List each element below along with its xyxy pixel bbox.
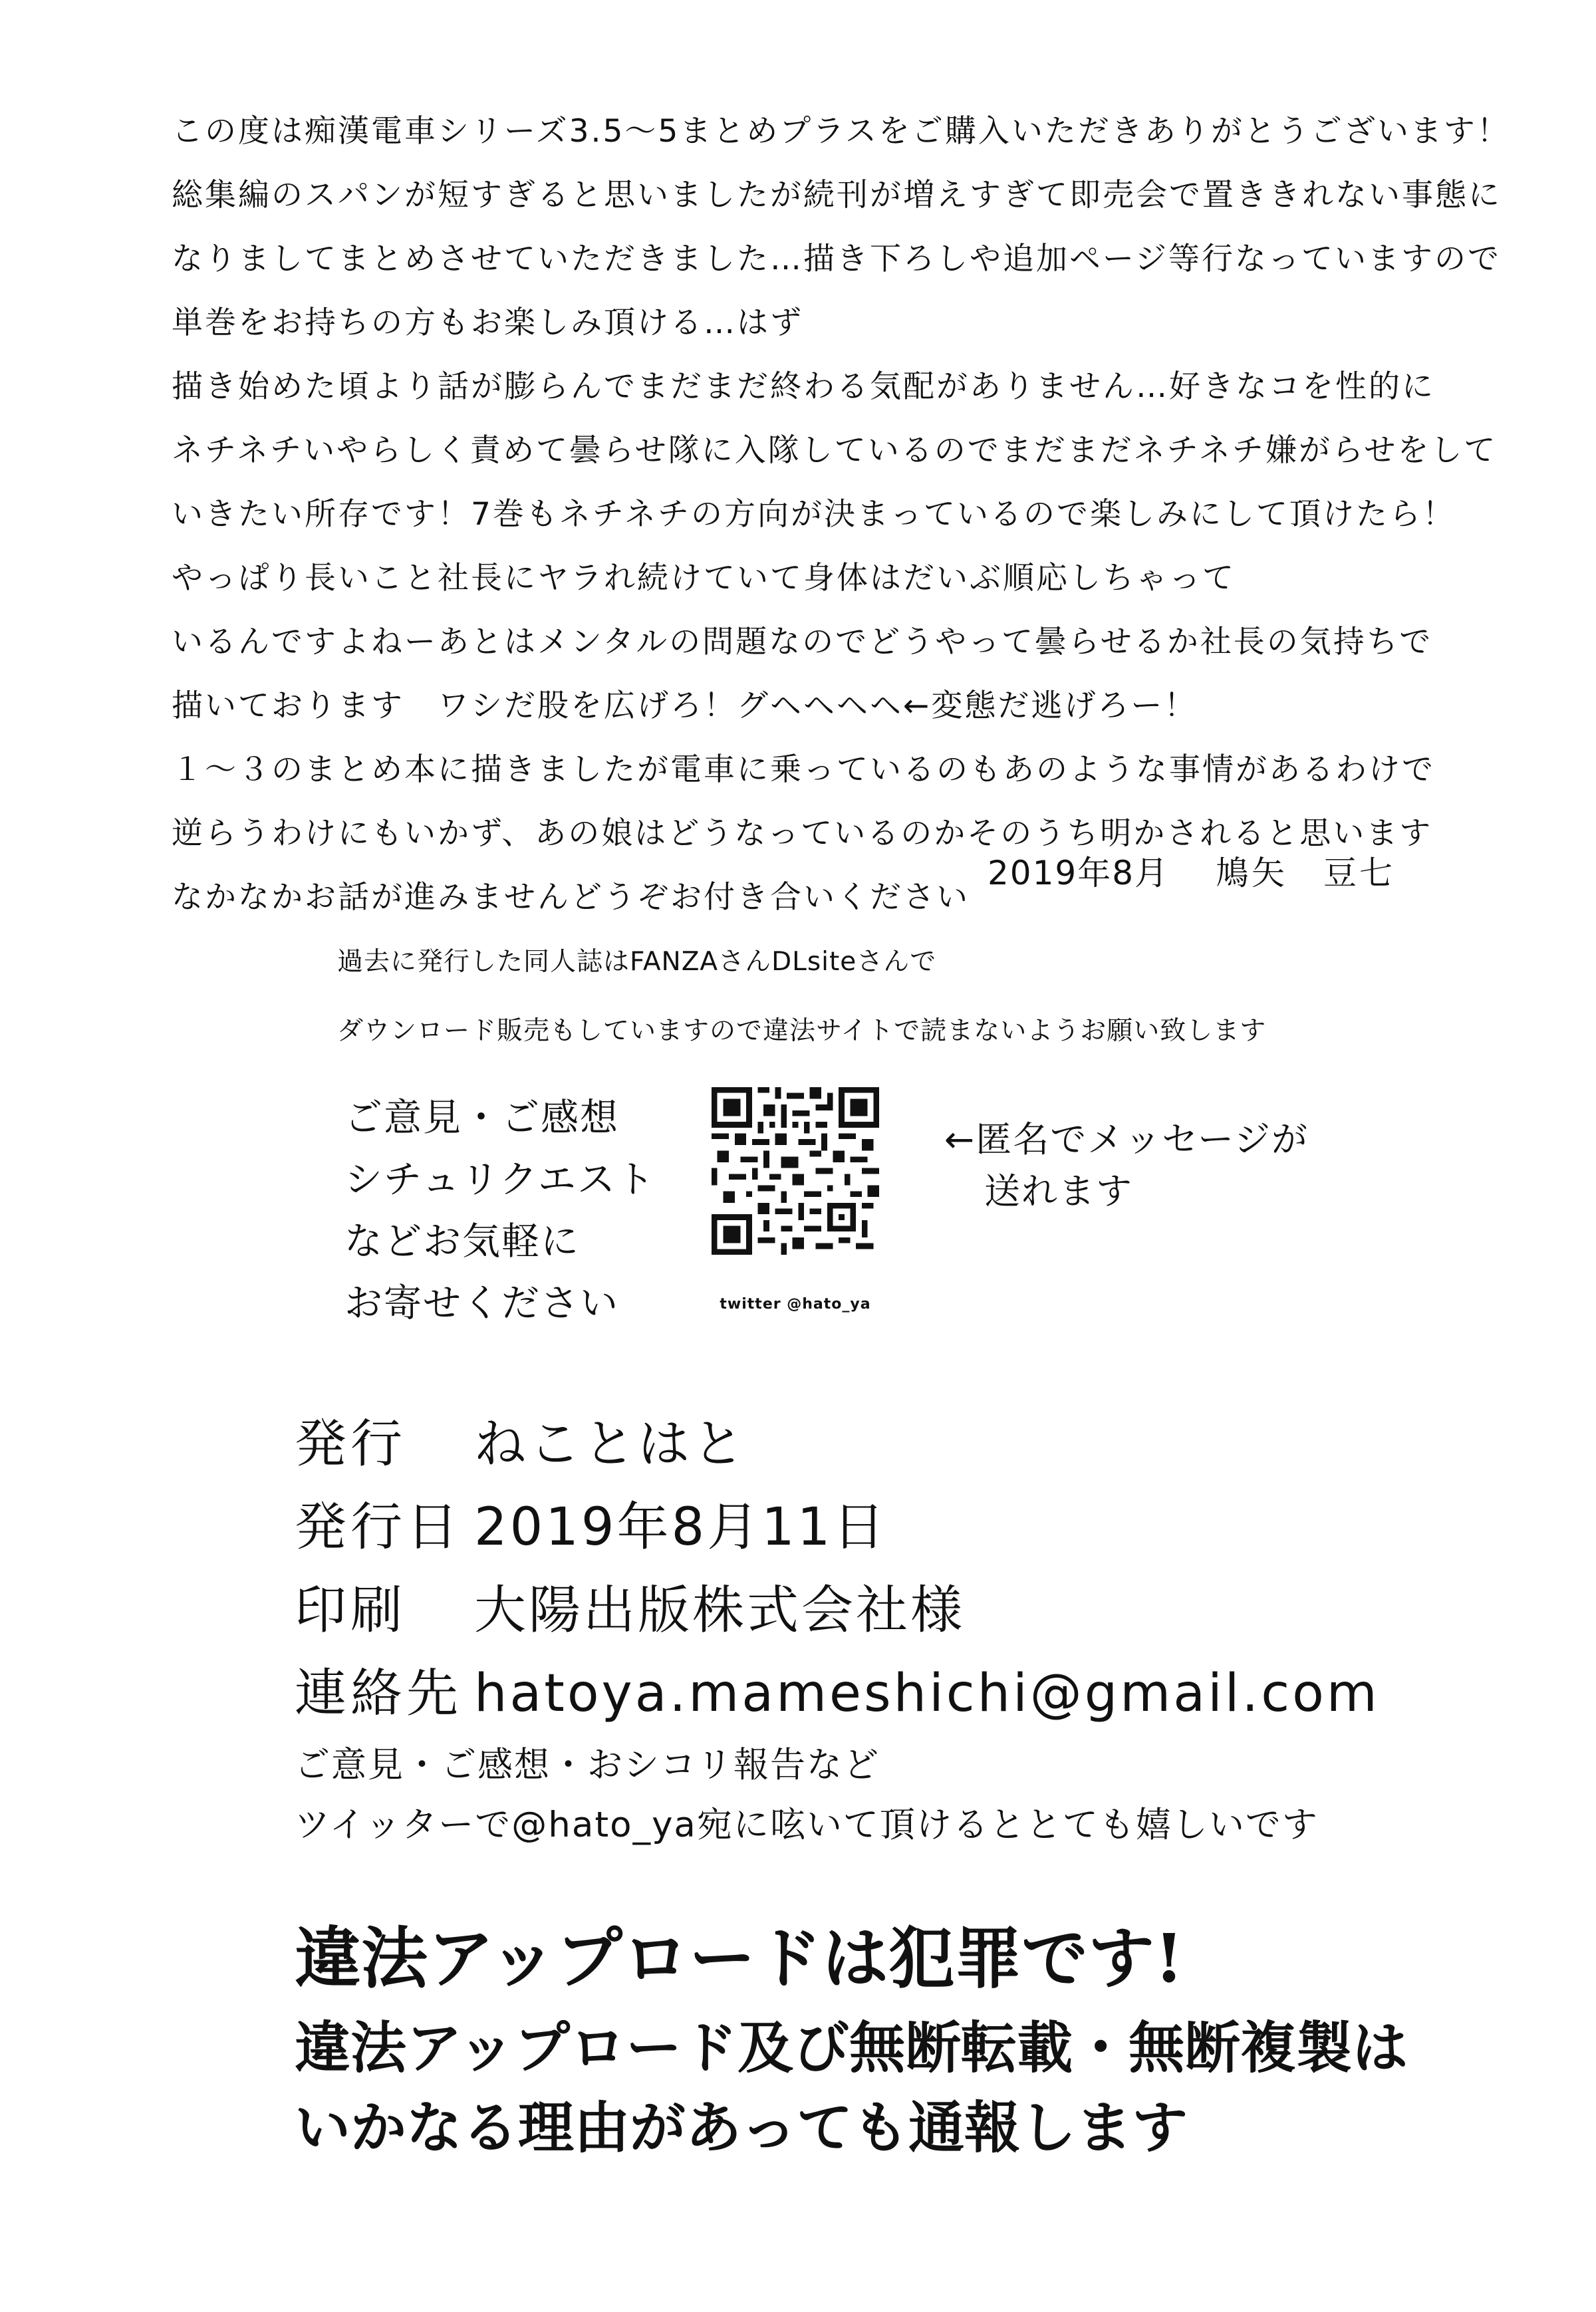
arrow-note-line: 送れます	[984, 1170, 1133, 1212]
afterword-line: なりましてまとめさせていただきました…描き下ろしや追加ページ等行なっていますので	[172, 241, 1502, 277]
feedback-line: お寄せください	[344, 1281, 619, 1325]
notice-line: 過去に発行した同人誌はFANZAさんDLsiteさんで	[337, 947, 937, 977]
download-notice	[337, 928, 1266, 1066]
contact-email[interactable]: hatoya.mameshichi@gmail.com	[474, 1664, 1380, 1724]
afterword-line: 総集編のスパンが短すぎると思いましたが続刊が増えすぎて即売会で置ききれない事態に	[172, 177, 1502, 213]
warning-title: 違法アップロードは犯罪です!	[295, 1919, 1184, 1997]
qr-caption: twitter @hato_ya	[720, 1296, 871, 1313]
afterword-line: １～３のまとめ本に描きましたが電車に乗っているのもあのような事情があるわけで	[172, 751, 1435, 788]
afterword-line: やっぱり長いこと社長にヤラれ続けていて身体はだいぶ順応しちゃって	[172, 560, 1236, 596]
anonymous-message-note	[944, 1114, 1309, 1218]
afterword-line: 描いております ワシだ股を広げろ！グヘヘヘヘ←変態だ逃げろー！	[172, 688, 1198, 724]
colophon	[295, 1403, 1380, 1855]
afterword-line: いるんですよねーあとはメンタルの問題なのでどうやって曇らせるか社長の気持ちで	[172, 624, 1433, 660]
feedback-line: ご意見・ご感想	[344, 1096, 619, 1140]
colophon-label: 連絡先	[295, 1664, 463, 1724]
colophon-value: ねことはと	[474, 1414, 747, 1474]
warning-line: 違法アップロード及び無断転載・無断複製は	[295, 2015, 1408, 2081]
afterword-line: なかなかお話が進みませんどうぞお付き合いください	[172, 879, 970, 916]
afterword-text	[172, 100, 1510, 930]
colophon-row-publisher	[295, 1403, 1380, 1486]
colophon-label: 印刷	[295, 1581, 407, 1640]
afterword-line: この度は痴漢電車シリーズ3.5～5まとめプラスをご購入いただきありがとうございます！	[172, 113, 1510, 150]
piracy-warning	[295, 1908, 1408, 2168]
colophon-row-contact	[295, 1652, 1380, 1735]
colophon-value: 大陽出版株式会社様	[474, 1581, 966, 1640]
colophon-row-printer	[295, 1569, 1380, 1652]
afterword-line: 逆らうわけにもいかず、あの娘はどうなっているのかそのうち明かされると思います	[172, 815, 1433, 852]
colophon-label: 発行日	[295, 1497, 463, 1557]
afterword-line: 描き始めた頃より話が膨らんでまだまだ終わる気配がありません…好きなコを性的に	[172, 368, 1435, 405]
afterword-line: いきたい所存です！7巻もネチネチの方向が決まっているので楽しみにして頂けたら！	[172, 496, 1456, 533]
signature-date: 2019年8月	[988, 854, 1170, 892]
feedback-line: シチュリクエスト	[344, 1158, 656, 1202]
arrow-note-line: ←匿名でメッセージが	[944, 1118, 1309, 1160]
qr-code-icon[interactable]	[712, 1087, 879, 1255]
signature-author: 鳩矢 豆七	[1216, 854, 1396, 892]
afterword-line: ネチネチいやらしく責めて曇らせ隊に入隊しているのでまだまだネチネチ嫌がらせをして	[172, 432, 1498, 469]
notice-line: ダウンロード販売もしていますので違法サイトで読まないようお願い致します	[337, 1016, 1267, 1046]
afterword-line: 単巻をお持ちの方もお楽しみ頂ける…はず	[172, 305, 803, 341]
colophon-note: ツイッターで@hato_ya宛に呟いて頂けるととても嬉しいです	[295, 1805, 1319, 1845]
warning-line: いかなる理由があっても通報します	[295, 2095, 1188, 2160]
colophon-label: 発行	[295, 1414, 407, 1474]
colophon-note: ご意見・ご感想・おシコリ報告など	[295, 1745, 880, 1785]
signature	[988, 846, 1395, 894]
feedback-line: などお気軽に	[344, 1220, 580, 1263]
feedback-prompt	[344, 1087, 656, 1335]
qr-block	[712, 1087, 879, 1313]
colophon-row-date	[295, 1486, 1380, 1569]
colophon-value: 2019年8月11日	[474, 1497, 888, 1557]
